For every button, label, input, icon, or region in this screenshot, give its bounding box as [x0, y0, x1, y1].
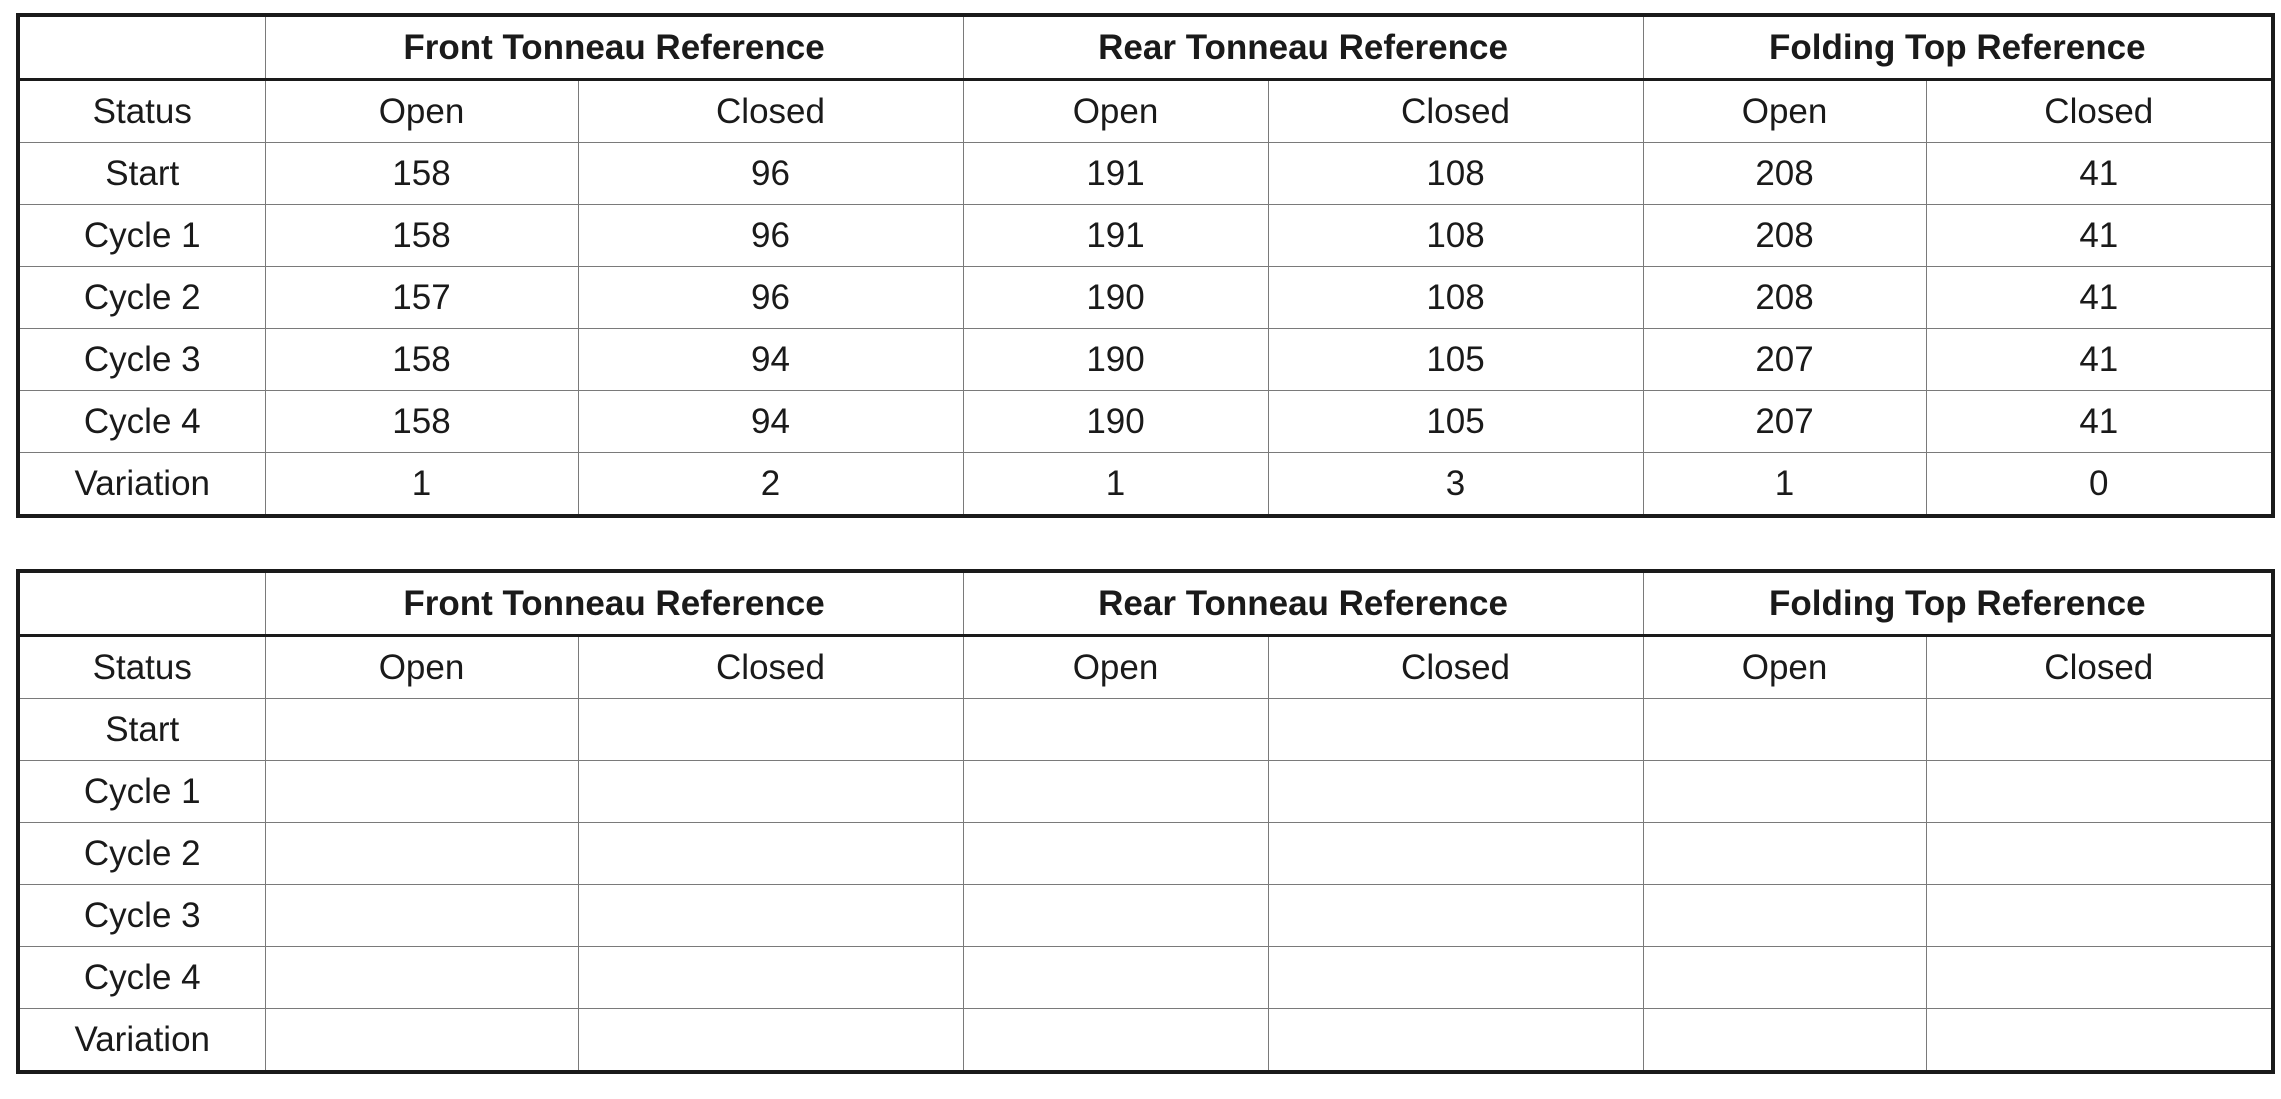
group-header-front-tonneau: Front Tonneau Reference [265, 15, 963, 80]
table-cell [1268, 1009, 1643, 1073]
table-cell [578, 823, 963, 885]
table-cell: 207 [1643, 329, 1926, 391]
table-cell [265, 1009, 578, 1073]
table-cell [963, 823, 1268, 885]
group-header-folding-top: Folding Top Reference [1643, 571, 2273, 636]
table-cell: 96 [578, 143, 963, 205]
table-cell: 108 [1268, 143, 1643, 205]
corner-cell [18, 571, 265, 636]
table-cell: 41 [1926, 329, 2273, 391]
table-cell: 207 [1643, 391, 1926, 453]
open-header: Open [265, 636, 578, 699]
sub-header-row [18, 80, 2273, 143]
table-cell: 1 [963, 453, 1268, 517]
table-cell [265, 823, 578, 885]
table-cell: 108 [1268, 267, 1643, 329]
row-label: Cycle 3 [18, 329, 265, 391]
table-cell [265, 947, 578, 1009]
closed-header: Closed [578, 80, 963, 143]
row-label: Variation [18, 453, 265, 517]
open-header: Open [1643, 636, 1926, 699]
table-cell: 208 [1643, 267, 1926, 329]
table-row [18, 453, 2273, 517]
table-cell [1268, 699, 1643, 761]
table-cell: 191 [963, 143, 1268, 205]
table-cell [578, 1009, 963, 1073]
status-header: Status [18, 636, 265, 699]
table-row [18, 947, 2273, 1009]
table-cell [265, 885, 578, 947]
table-cell: 96 [578, 267, 963, 329]
table-cell: 158 [265, 391, 578, 453]
closed-header: Closed [578, 636, 963, 699]
table-cell [1268, 947, 1643, 1009]
table-cell: 108 [1268, 205, 1643, 267]
table-cell: 1 [265, 453, 578, 517]
table-row [18, 391, 2273, 453]
table-cell [1643, 1009, 1926, 1073]
table-cell: 208 [1643, 143, 1926, 205]
table-cell [1926, 947, 2273, 1009]
row-label: Start [18, 143, 265, 205]
table-cell [578, 885, 963, 947]
table-row [18, 143, 2273, 205]
closed-header: Closed [1926, 80, 2273, 143]
table-cell [1268, 885, 1643, 947]
table-cell: 105 [1268, 391, 1643, 453]
table-cell: 157 [265, 267, 578, 329]
table-cell: 190 [963, 267, 1268, 329]
table-cell [1643, 885, 1926, 947]
table-cell: 3 [1268, 453, 1643, 517]
table-cell: 41 [1926, 143, 2273, 205]
table-row [18, 329, 2273, 391]
table-cell [963, 1009, 1268, 1073]
group-header-rear-tonneau: Rear Tonneau Reference [963, 571, 1643, 636]
table-row [18, 1009, 2273, 1073]
group-header-row [18, 571, 2273, 636]
open-header: Open [265, 80, 578, 143]
table-cell [1643, 947, 1926, 1009]
table-cell [1643, 699, 1926, 761]
table-cell [1926, 885, 2273, 947]
table-cell [1926, 823, 2273, 885]
row-label: Cycle 4 [18, 947, 265, 1009]
group-header-folding-top: Folding Top Reference [1643, 15, 2273, 80]
table-cell [1643, 761, 1926, 823]
table-cell: 105 [1268, 329, 1643, 391]
open-header: Open [963, 636, 1268, 699]
table-cell: 41 [1926, 205, 2273, 267]
table-cell [1926, 1009, 2273, 1073]
open-header: Open [1643, 80, 1926, 143]
closed-header: Closed [1268, 636, 1643, 699]
table-cell: 2 [578, 453, 963, 517]
table-cell [1268, 823, 1643, 885]
table-cell: 208 [1643, 205, 1926, 267]
row-label: Cycle 1 [18, 761, 265, 823]
table-cell [1268, 761, 1643, 823]
closed-header: Closed [1926, 636, 2273, 699]
table-cell [265, 699, 578, 761]
table-row [18, 885, 2273, 947]
group-header-rear-tonneau: Rear Tonneau Reference [963, 15, 1643, 80]
closed-header: Closed [1268, 80, 1643, 143]
group-header-front-tonneau: Front Tonneau Reference [265, 571, 963, 636]
table-cell [963, 761, 1268, 823]
table-cell [578, 699, 963, 761]
table-cell [963, 947, 1268, 1009]
status-header: Status [18, 80, 265, 143]
corner-cell [18, 15, 265, 80]
table-cell: 96 [578, 205, 963, 267]
row-label: Variation [18, 1009, 265, 1073]
table-cell: 190 [963, 391, 1268, 453]
table-cell: 41 [1926, 391, 2273, 453]
table-row [18, 699, 2273, 761]
table-row [18, 823, 2273, 885]
sub-header-row [18, 636, 2273, 699]
table-row [18, 205, 2273, 267]
row-label: Cycle 3 [18, 885, 265, 947]
table-cell: 94 [578, 329, 963, 391]
table-cell [1643, 823, 1926, 885]
table-cell [578, 947, 963, 1009]
measurement-table-blank [16, 569, 2275, 1074]
table-cell: 158 [265, 329, 578, 391]
table-cell [1926, 699, 2273, 761]
row-label: Cycle 1 [18, 205, 265, 267]
table-cell: 94 [578, 391, 963, 453]
measurement-table-filled [16, 13, 2275, 518]
table-cell [963, 885, 1268, 947]
row-label: Cycle 2 [18, 267, 265, 329]
table-cell: 1 [1643, 453, 1926, 517]
table-cell [578, 761, 963, 823]
table-cell: 191 [963, 205, 1268, 267]
table-cell [963, 699, 1268, 761]
table-cell: 0 [1926, 453, 2273, 517]
table-cell: 158 [265, 143, 578, 205]
row-label: Cycle 4 [18, 391, 265, 453]
table-cell: 41 [1926, 267, 2273, 329]
table-cell [265, 761, 578, 823]
group-header-row [18, 15, 2273, 80]
table-cell [1926, 761, 2273, 823]
table-cell: 190 [963, 329, 1268, 391]
table-cell: 158 [265, 205, 578, 267]
table-row [18, 761, 2273, 823]
table-row [18, 267, 2273, 329]
open-header: Open [963, 80, 1268, 143]
row-label: Cycle 2 [18, 823, 265, 885]
row-label: Start [18, 699, 265, 761]
